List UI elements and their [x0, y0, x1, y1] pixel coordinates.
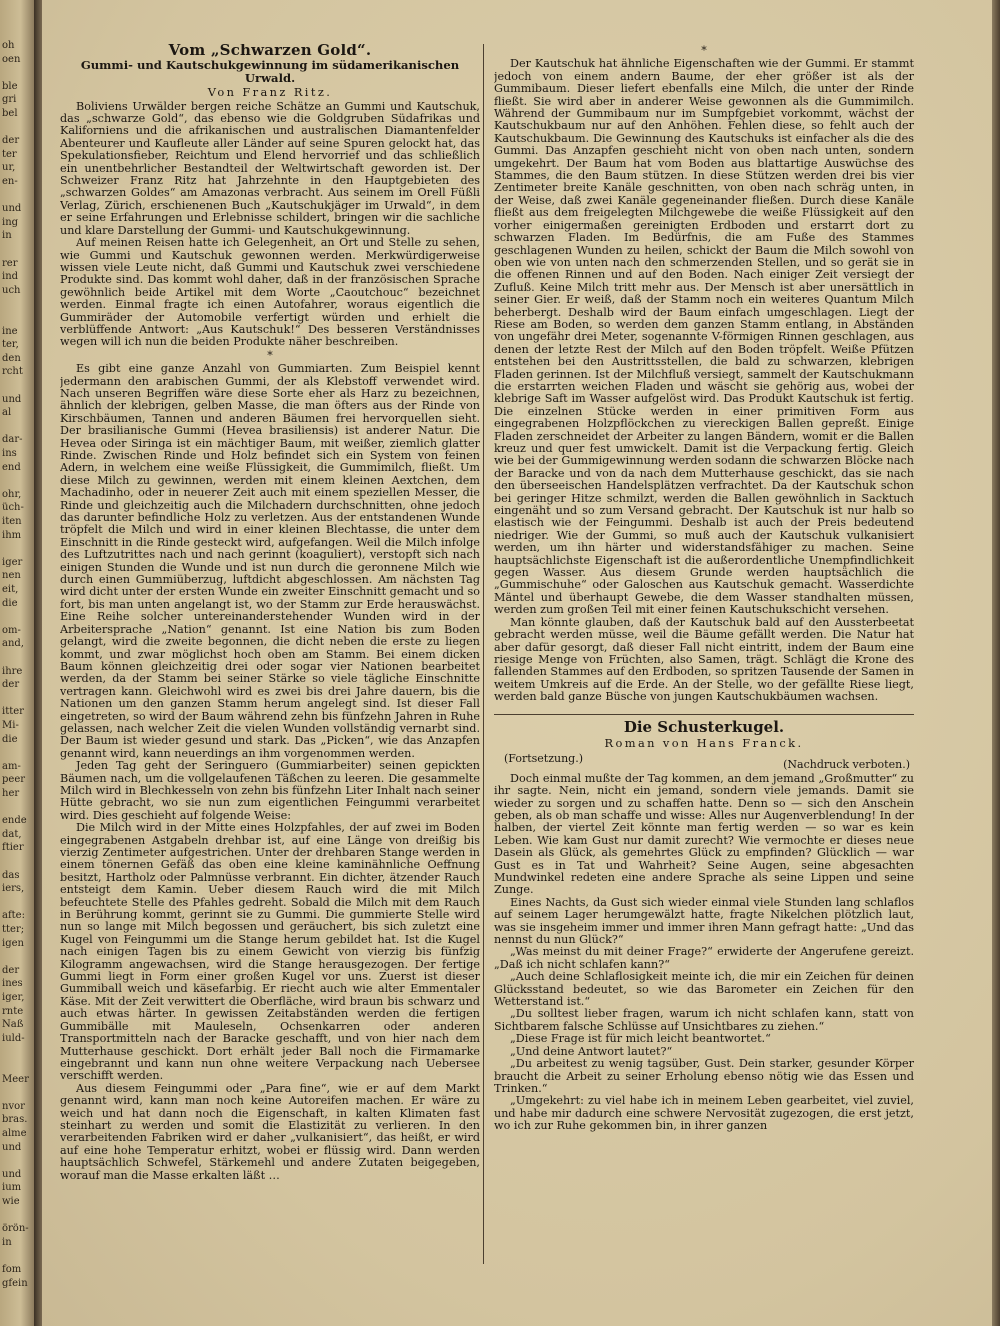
- article-paragraph: Der Kautschuk hat ähnliche Eigenschaften wie der Gummi. Er stammt jedoch von einem andern Baume, der eher größer ist als der Gummibaum. Dieser liefert ebenfalls eine Milch, die unter der Rinde fließt. Sie wird aber in anderer Weise gewonnen als die Gummimilch. Während der Gummibaum nur im Sumpfgebiet vorkommt, wächst der Kautschukbaum nur auf den Anhöhen. Fehlen diese, so fehlt auch der Kautschukbaum. Die Gewinnung des Kautschuks ist einfacher als die des Gummi. Das Anzapfen geschieht nicht von oben nach unten, sondern umgekehrt. Der Baum hat vom Boden aus blattartige Auswüchse des Stammes, die den Baum stützen. In diese Stützen werden drei bis vier Zentimeter breite Kanäle geschnitten, von oben nach schräg unten, in der Weise, daß zwei Kanäle gegeneinander fließen. Durch diese Kanäle fließt aus dem freigelegten Milchgewebe die weiße Flüssigkeit auf den vorher einigermaßen gereinigten Erdboden und erstarrt dort zu schwarzen Fladen. Im Bedürfnis, die am Fuße des Stammes geschlagenen Wunden zu heilen, schickt der Baum die Milch sowohl von oben wie von unten nach den schmerzenden Stellen, und so gerät sie in die offenen Rinnen und auf den Boden. Nach einiger Zeit versiegt der Zufluß. Keine Milch tritt mehr aus. Der Mensch ist aber unersättlich in seiner Gier. Er weiß, daß der Stamm noch ein weiteres Quantum Milch beherbergt. Deshalb wird der Baum einfach umgeschlagen. Liegt der Riese am Boden, so werden dem ganzen Stamm entlang, in Abständen von ungefähr drei Meter, sogenannte V-förmigen Rinnen geschlagen, aus denen der letzte Rest der Milch auf den Boden tröpfelt. Weiße Pfützen entstehen bei den Austrittsstellen, die bald zu schwarzen, klebrigen Fladen gerinnen. Ist der Milchfluß versiegt, sammelt der Kautschukmann die erstarrten weichen Fladen und wäscht sie gehörig aus, wobei der klebrige Saft im Wasser aufgelöst wird. Das Produkt Kautschuk ist fertig. Die einzelnen Stücke werden in einer primitiven Form aus eingegrabenen Holzpflöckchen zu viereckigen Ballen gepreßt. Einige Fladen zerschneidet der Arbeiter zu langen Bändern, womit er die Ballen kreuz und quer fest umwickelt. Damit ist die Verpackung fertig. Gleich wie bei der Gummigewinnung werden sodann die schwarzen Blöcke nach der Baracke und von da nach dem Mutterhause geschickt, das sie nach den überseeischen Handelsplätzen verfrachtet. Da der Kautschuk schon bei geringer Hitze schmilzt, werden die Ballen gewöhnlich in Sacktuch eingenäht und so zum Versand gebracht. Der Kautschuk ist nur halb so elastisch wie der Feingummi. Deshalb ist auch der Preis bedeutend niedriger. Wie der Gummi, so muß auch der Kautschuk vulkanisiert werden, um ihn härter und widerstandsfähiger zu machen. Seine hauptsächlichste Eigenschaft ist die außerordentliche Unempfindlichkeit gegen Wasser. Aus diesem Grunde werden hauptsächlich die „Gummischuhe“ oder Galoschen aus Kautschuk gemacht. Wasserdichte Mäntel und überhaupt Gewebe, die dem Wasser standhalten müssen, werden zum großen Teil mit einer feinen Kautschukschicht versehen.: [494, 57, 914, 617]
- previous-page-fragment: das: [2, 869, 20, 881]
- right-column: [494, 44, 914, 1284]
- article-byline: Von Franz Ritz.: [207, 85, 333, 100]
- previous-page-fragment: nvor: [2, 1100, 25, 1112]
- previous-page-fragment: iuld-: [2, 1032, 25, 1044]
- previous-page-fragment: ter: [2, 148, 17, 160]
- previous-page-fragment: igen: [2, 937, 24, 949]
- previous-page-fragment: ter,: [2, 339, 19, 351]
- previous-page-fragment: eit,: [2, 584, 19, 595]
- previous-page-fragment: en-: [2, 176, 18, 187]
- previous-page-fragment: iger: [2, 556, 23, 568]
- previous-page-fragment: ing: [2, 216, 19, 228]
- previous-page-fragment: tter;: [2, 924, 25, 935]
- previous-page-fragment: und: [2, 393, 22, 405]
- previous-page-fragment: om-: [2, 624, 21, 636]
- previous-page-fragment: in: [2, 230, 12, 242]
- article-paragraph: Boliviens Urwälder bergen reiche Schätze an Gummi und Kautschuk, das „schwarze Gold“, das ebenso wie die Goldgruben Südafrikas und Kaliforniens und die afrikanischen und australischen Diamantenfelder Abenteurer und Kaufleute aller Länder auf seine Spuren gelockt hat, das Spekulationsfieber, Reichtum und Elend hervorrief und das schließlich ein unentbehrlicher Bestandteil der Weltwirtschaft geworden ist. Der Schweizer Franz Ritz hat Jahrzehnte in den Hauptgebieten des „schwarzen Goldes“ am Amazonas verbracht. Aus seinem im Orell Füßli Verlag, Zürich, erschienenen Buch „Kautschukjäger im Urwald“, in dem er seine Erfahrungen und Erlebnisse schildert, bringen wir die sachliche und klare Darstellung der Gummi- und Kautschukgewinnung.: [60, 99, 480, 237]
- novel-paragraph: „Du arbeitest zu wenig tagsüber, Gust. Dein starker, gesunder Körper braucht die Arbeit zu seiner Erholung ebenso nötig wie das Essen und Trinken.“: [494, 1057, 914, 1095]
- previous-page-fragment: iers,: [2, 883, 25, 895]
- previous-page-fragment: ins: [2, 448, 17, 459]
- previous-page-fragment: alme: [2, 1128, 27, 1139]
- previous-page-fragment: ble: [2, 80, 18, 92]
- previous-page-fragment: ftier: [2, 842, 24, 854]
- previous-page-fragment: rer: [2, 257, 18, 269]
- previous-page-fragment: itter: [2, 706, 24, 718]
- novel-paragraph: „Und deine Antwort lautet?“: [510, 1044, 673, 1058]
- novel-paragraph: „Auch deine Schlaflosigkeit meinte ich, die mir ein Zeichen für deinen Glücksstand bedeutet, so wie das Barometer ein Zeichen für den Wetterstand ist.“: [494, 970, 914, 1009]
- novel-paragraph: Eines Nachts, da Gust sich wieder einmal viele Stunden lang schlaflos auf seinem Lager herumgewälzt hatte, fragte Nikelchen plötzlich laut, was sie insgeheim immer und immer ihren Mann gefragt hatte: „Und das nennst du nun Glück?“: [494, 895, 914, 947]
- previous-page-fragment: der: [2, 964, 20, 976]
- previous-page-fragment: gfein: [2, 1277, 28, 1289]
- previous-page-fragment: ende: [2, 815, 27, 827]
- previous-page-fragment: ihre: [2, 665, 23, 677]
- novel-byline: Roman von Hans Franck.: [604, 735, 804, 750]
- previous-page-fragment: iger,: [2, 992, 25, 1003]
- previous-page-fragment: and,: [2, 638, 24, 650]
- previous-page-fragment: afte:: [2, 910, 25, 922]
- article-paragraph: Es gibt eine ganze Anzahl von Gummiarten. Zum Beispiel kennt jedermann den arabischen Gummi, der als Klebstoff verwendet wird. Nach unseren Begriffen wäre diese Sorte eher als Harz zu bezeichnen, ähnlich der klebrigen, gelben Masse, die man öfters aus der Rinde von Kirschbäumen, Tannen und anderen Bäumen frei hervorquellen sieht. Der brasilianische Gummi (Hevea brasiliensis) ist anderer Natur. Die Hevea oder Siringa ist ein mächtiger Baum, mit weißer, ziemlich glatter Rinde. Zwischen Rinde und Holz befindet sich ein System von feinen Adern, in welchem eine weiße Flüssigkeit, die Gummimilch, fließt. Um diese Milch zu gewinnen, werden mit einem kleinen Aextchen, dem Machadinho, oder in neuerer Zeit auch mit einem speziellen Messer, die Rinde und gleichzeitig auch die Milchadern durchschnitten, ohne jedoch das darunter befindliche Holz zu verletzen. Aus der entstandenen Wunde tröpfelt die Milch und wird in einer kleinen Blechtasse, die unter dem Einschnitt in die Rinde gesteckt wird, aufgefangen. Weil die Milch infolge des Luftzutrittes nach und nach gerinnt (koaguliert), verstopft sich nach einigen Stunden die Wunde und ist nun durch die geronnene Milch wie durch einen Gummiüberzug, luftdicht abgeschlossen. Am nächsten Tag wird dicht unter der ersten Wunde ein zweiter Einschnitt gemacht und so fort, bis man unten angelangt ist, wo der Stamm zur Erde herauswächst. Eine Reihe solcher untereinanderstehender Wunden wird in der Arbeitersprache „Nation“ genannt. Ist eine Nation bis zum Boden gelangt, wird die zweite begonnen, die dicht neben die erste zu liegen kommt, und zwar möglichst hoch oben am Stamm. Bei einem dicken Baum können gleichzeitig drei oder sogar vier Nationen bearbeitet werden, da der Stamm bei seiner Stärke so viele tägliche Einschnitte vertragen kann. Gleichwohl wird es zwei bis drei Jahre dauern, bis die Nationen um den ganzen Stamm herum angelegt sind. Ist dieser Fall eingetreten, so wird der Baum während zehn bis fünfzehn Jahren in Ruhe gelassen, nach welcher Zeit die vielen Wunden vollständig vernarbt sind. Der Baum ist wieder gesund und stark. Das „Picken“, wie das Anzapfen genannt wird, kann neuerdings an ihm vorgenommen werden.: [60, 362, 480, 760]
- continuation-note: (Fortsetzung.): [504, 752, 583, 766]
- previous-page-fragment: ines: [2, 978, 23, 990]
- article-paragraph: Aus diesem Feingummi oder „Para fine“, wie er auf dem Markt genannt wird, kann man noch keine Autoreifen machen. Er wäre zu weich und hat dann noch die Eigenschaft, in kalten Klimaten fast steinhart zu werden und somit die Elastizität zu verlieren. In den verarbeitenden Fabriken wird er daher „vulkanisiert“, das heißt, er wird auf eine hohe Temperatur erhitzt, wobei er flüssig wird. Dann werden hauptsächlich Schwefel, Stärkemehl und andere Zutaten beigegeben, worauf man die Masse erkalten läßt …: [60, 1081, 480, 1182]
- previous-page-fragment: peer: [2, 774, 26, 786]
- previous-page-fragment: ium: [2, 1182, 22, 1194]
- novel-paragraph: „Was meinst du mit deiner Frage?“ erwiderte der Angerufene gereizt. „Daß ich nicht schlafen kann?“: [494, 945, 914, 971]
- previous-page-fragment: nen: [2, 570, 21, 582]
- previous-page-fragment: end: [2, 461, 21, 473]
- section-separator: *: [701, 44, 707, 57]
- previous-page-fragment: rcht: [2, 366, 23, 378]
- previous-page-fragment: ohr,: [2, 488, 22, 500]
- previous-page-fragment: der: [2, 135, 20, 147]
- reprint-note: (Nachdruck verboten.): [783, 758, 910, 772]
- previous-page-fragment: den: [2, 352, 21, 364]
- previous-page-fragment: iten: [2, 516, 22, 527]
- previous-page-fragment: örön-: [2, 1223, 29, 1235]
- previous-page-fragment: ine: [2, 325, 18, 337]
- newspaper-page: [42, 0, 992, 1326]
- previous-page-fragment: rnte: [2, 1005, 24, 1017]
- previous-page-fragment: gri: [2, 94, 17, 106]
- novel-paragraph: „Diese Frage ist für mich leicht beantwortet.“: [510, 1032, 771, 1046]
- novel-paragraph: Doch einmal mußte der Tag kommen, an dem jemand „Großmutter“ zu ihr sagte. Nein, nicht ein jemand, sondern viele jemands. Damit sie wieder zu sorgen und zu schaffen hatte. Denn so — sich den Anschein geben, als ob man schaffe und wisse: Alles nur Augenverblendung! In der halben, der viertel Zeit könnte man fertig werden — so war es kein Leben. Wie kam Gust nur damit zurecht? Wie vermochte er dieses neue Dasein als Glück, als gemehrtes Glück zu empfinden? Glücklich — war Gust es in Tat und Wahrheit? Seine Augen, seine abgesachten Mundwinkel redeten eine andere Sprache als seine Lippen und seine Zunge.: [494, 771, 914, 897]
- previous-page-fragment: Meer: [2, 1073, 29, 1085]
- previous-page-fragment: her: [2, 788, 20, 799]
- previous-page-edge: [0, 0, 34, 1326]
- previous-page-fragment: Naß: [2, 1019, 24, 1031]
- previous-page-fragment: oen: [2, 53, 21, 65]
- previous-page-fragment: fom: [2, 1264, 22, 1275]
- novel-title: Die Schusterkugel.: [494, 714, 914, 733]
- previous-page-fragment: am-: [2, 760, 21, 772]
- article-paragraph: Die Milch wird in der Mitte eines Holzpfahles, der auf zwei im Boden eingegrabenen Astgabeln drehbar ist, auf eine Länge von dreißig bis vierzig Zentimeter aufgestrichen. Unter der drehbaren Stange werden in einem tönernen Gefäß das oben eine kleine kaminähnliche Oeffnung besitzt, Hartholz oder Palmnüsse verbrannt. Ein dichter, ätzender Rauch entsteigt dem Kamin. Ueber diesem Rauch wird die mit Milch befeuchtete Stelle des Pfahles gedreht. Sobald die Milch mit dem Rauch in Berührung kommt, gerinnt sie zu Gummi. Die gummierte Stelle wird nun so lange mit Milch begossen und geräuchert, bis sich zuletzt eine Kugel von Feingummi um die Stange herum gebildet hat. Ist die Kugel nach einigen Tagen bis zu einem Gewicht von vierzig bis fünfzig Kilogramm angewachsen, wird die Stange herausgezogen. Der fertige Gummi liegt in Form einer großen Kugel vor uns. Zuerst ist dieser Gummiball weich und käsefarbig. Er riecht auch wie alter Emmentaler Käse. Mit der Zeit verwittert die Oberfläche, wird braun bis schwarz und auch etwas härter. In gewissen Zeitabständen werden die fertigen Gummibälle mit Mauleseln, Ochsenkarren oder anderen Transportmitteln nach der Baracke geschafft, und von hier nach dem Mutterhause geschickt. Dort erhält jeder Ball noch die Firmamarke eingebrannt und kann nun ohne weitere Verpackung nach Uebersee verschifft werden.: [60, 821, 480, 1083]
- previous-page-fragment: üch-: [2, 502, 24, 514]
- left-column: [60, 44, 480, 1284]
- previous-page-fragment: der: [2, 679, 20, 691]
- previous-page-fragment: oh: [2, 40, 15, 51]
- novel-paragraph: „Du solltest lieber fragen, warum ich nicht schlafen kann, statt von Sichtbarem falsche Schlüsse auf Unsichtbares zu ziehen.“: [494, 1007, 914, 1033]
- previous-page-fragment: in: [2, 1236, 12, 1248]
- previous-page-fragment: und: [2, 203, 22, 215]
- novel-meta: [494, 753, 914, 771]
- previous-page-fragment: ur,: [2, 162, 16, 174]
- previous-page-fragment: dar-: [2, 434, 23, 446]
- previous-page-fragment: bel: [2, 108, 18, 119]
- previous-page-fragment: und: [2, 1141, 22, 1153]
- article-paragraph: Man könnte glauben, daß der Kautschuk bald auf den Aussterbeetat gebracht werden müsse, weil die Bäume gefällt werden. Die Natur hat aber dafür gesorgt, daß dieser Fall nicht eintritt, indem der Baum eine riesige Menge von Früchten, also Samen, trägt. Schlägt die Krone des fallenden Stammes auf den Erdboden, so spritzen Tausende der Samen in weitem Umkreis auf die Erde. An der Stelle, wo der gefällte Riese liegt, werden bald ganze Büsche von jungen Kautschukbäumen wachsen.: [494, 615, 914, 704]
- article-paragraph: Jeden Tag geht der Seringuero (Gummiarbeiter) seinen gepickten Bäumen nach, um die vollgelaufenen Täßchen zu leeren. Die gesammelte Milch wird in Blechkesseln von zehn bis fünfzehn Liter Inhalt nach seiner Hütte gebracht, wo sie nun zum eigentlichen Feingummi verarbeitet wird. Dies geschieht auf folgende Weise:: [60, 759, 480, 822]
- page-edge-right: [992, 0, 1000, 1326]
- novel-paragraph: „Umgekehrt: zu viel habe ich in meinem Leben gearbeitet, viel zuviel, und habe mir dadurch eine schwere Nervosität zugezogen, die erst jetzt, wo ich zur Ruhe gekommen bin, in ihrer ganzen: [494, 1094, 914, 1133]
- previous-page-fragment: und: [2, 1168, 22, 1180]
- previous-page-fragment: uch: [2, 284, 21, 296]
- article-title: Vom „Schwarzen Gold“.: [168, 44, 372, 59]
- previous-page-fragment: bras.: [2, 1114, 28, 1126]
- previous-page-fragment: dat,: [2, 828, 22, 840]
- column-rule: [483, 44, 484, 1264]
- section-separator: *: [267, 348, 273, 362]
- book-gutter: [34, 0, 42, 1326]
- article-subtitle: Gummi- und Kautschukgewinnung im südamerikanischen Urwald.: [80, 58, 460, 85]
- previous-page-fragment: die: [2, 733, 18, 745]
- article-paragraph: Auf meinen Reisen hatte ich Gelegenheit, an Ort und Stelle zu sehen, wie Gummi und Kautschuk gewonnen werden. Merkwürdigerweise wissen viele Leute nicht, daß Gummi und Kautschuk zwei verschiedene Produkte sind. Das kommt wohl daher, daß in der französischen Sprache gewöhnlich beide Artikel mit dem Worte „Caoutchouc“ bezeichnet werden. Einmal fragte ich einen Autofahrer, woraus eigentlich die Gummiräder der Automobile verfertigt würden und erhielt die verblüffende Antwort: „Aus Kautschuk!“ Des besseren Verständnisses wegen will ich nun die beiden Produkte näher beschreiben.: [60, 236, 480, 349]
- previous-page-fragment: ind: [2, 271, 19, 283]
- previous-page-fragment: die: [2, 597, 18, 609]
- previous-page-fragment: al: [2, 407, 12, 419]
- previous-page-fragment: ihm: [2, 529, 22, 541]
- previous-page-fragment: Mi-: [2, 720, 19, 731]
- previous-page-fragment: wie: [2, 1196, 20, 1207]
